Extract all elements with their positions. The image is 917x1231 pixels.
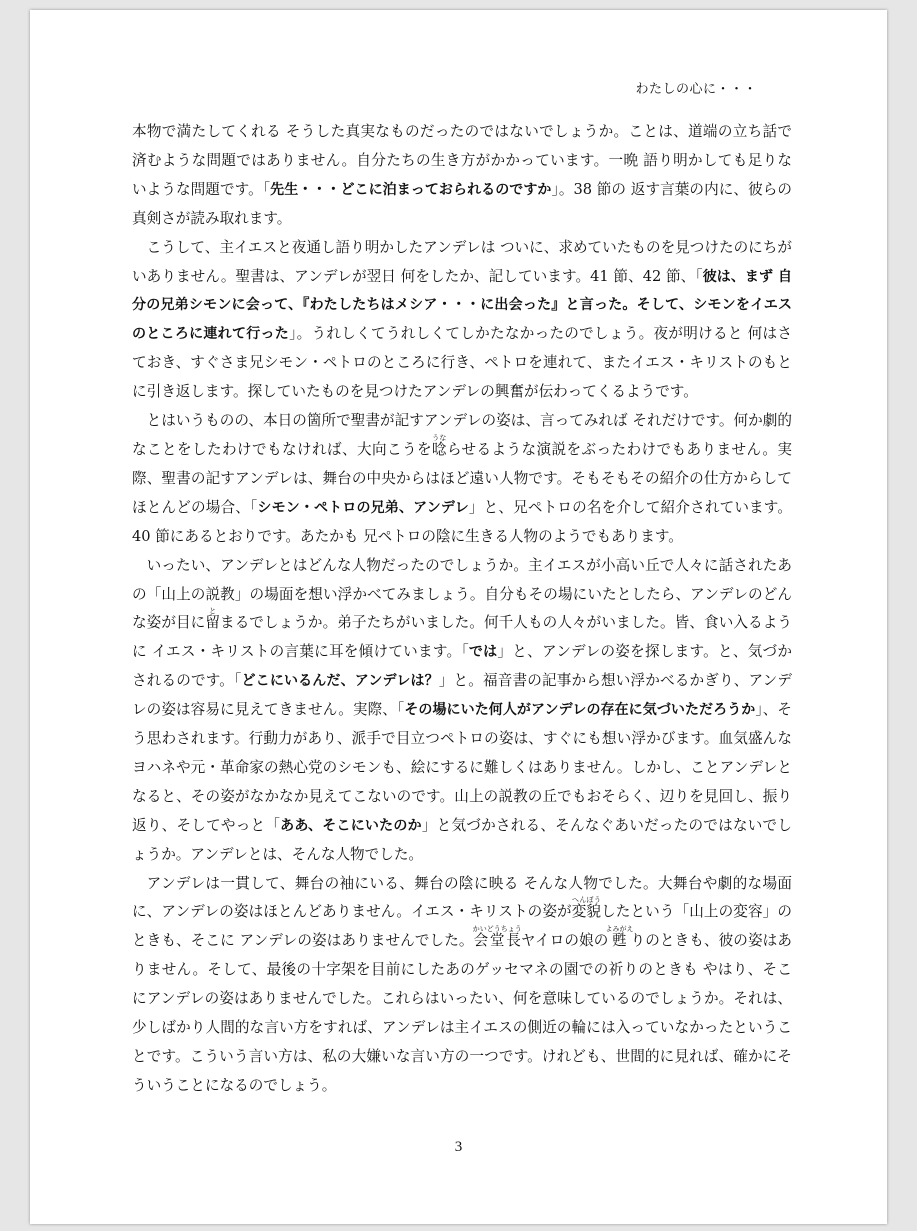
ruby-reading: よみがえ [605,925,634,934]
text-run: 」、そう思わされます。行動力があり、派手で目立つペトロの姿は、すぐにも想い浮かびます。血気盛んなヨハネや元・革命家の熱心党のシモンも、絵にするに難しくはありません。しかし、ことアンデレとなると、その姿がなかなか見えてこないのです。山上の説教の丘でもおそらく、辺りを見回し、振り返り、そしてやっと「 [132,701,793,834]
emphasized-quote: 彼は、まず 自分の兄弟シモンに会って、『わたしたちはメシア・・・に出会った』と言った。そして、シモンをイエスのところに連れて行った [132,268,792,343]
ruby-base: 変貌 [571,903,602,921]
emphasized-quote: では [468,644,498,661]
document-page [30,10,887,1224]
text-run: 」。38 節の 返す言葉の内に、彼らの真剣さが読み取れます。 [132,180,792,227]
text-run: いったい、アンデレとはどんな人物だったのでしょうか。主イエスが小高い丘で人々に話されたあの「山上の説教」の場面を想い浮かべてみましょう。自分もその場にいたとしたら、アンデレのどんな姿が目に [132,556,792,632]
body-text [132,118,792,1101]
text-run: りのときも、彼の姿はありません。そして、最後の十字架を目前にしたあのゲッセマネの園での祈りのときも やはり、そこにアンデレの姿はありませんでした。これらはいったい、何を意味しているのでしょうか。それは、少しばかり人間的な言い方をすれば、アンデレは主イエスの側近の輪には入っていなかったということです。こういう言い方は、私の大嫌いな言い方の一つです。けれども、世間的に見れば、確かにそういうことになるのでしょう。 [132,932,792,1094]
text-run: 」と気づかされる、そんなぐあいだったのではないでしょうか。アンデレとは、そんな人物でした。 [132,816,792,863]
paragraph [132,234,792,407]
paragraph [132,870,792,1101]
emphasized-quote: 先生・・・どこに泊まっておられるのですか [270,181,552,198]
emphasized-quote: どこにいるんだ、アンデレは？ [241,673,439,690]
ruby-base: 留 [205,614,221,632]
text-run: らせるような演説をぶったわけでもありません。実際、聖書の記すアンデレは、舞台の中央からはほど遠い人物です。そもそもその紹介の仕方からして ほとんどの場合、「 [132,440,792,516]
text-run: こうして、主イエスと夜通し語り明かしたアンデレは ついに、求めていたものを見つけたのにちがいありません。聖書は、アンデレが翌日 何をしたか、記しています。41 節、42 節、「 [132,238,792,285]
ruby-word [205,607,221,632]
text-run: まるでしょうか。弟子たちがいました。何千人もの人々がいました。皆、食い入るように イエス・キリストの言葉に耳を傾けています。「 [132,614,792,661]
text-run: ヤイロの娘の [520,932,609,950]
ruby-reading: うな [431,433,447,442]
text-run: 」と、兄ペトロの名を介して紹介されています。40 節にあるとおりです。あたかも 兄ペトロの陰に生きる人物のようでもあります。 [132,498,792,545]
emphasized-quote: その場にいた何人がアンデレの存在に気づいただろうか [404,702,756,719]
text-run: とはいうものの、本日の箇所で聖書が記すアンデレの姿は、言ってみれば それだけです。何か劇的なことをしたわけでもなければ、大向こうを [132,412,792,458]
emphasized-quote: ああ、そこにいたのか [280,817,422,834]
text-run: 」と、アンデレの姿を探します。と、気づかされるのです。「 [132,643,792,690]
paragraph [132,407,792,552]
ruby-word [605,925,634,950]
text-run: 」。うれしくてうれしくてしかたなかったのでしょう。夜が明けると 何はさておき、すぐさま兄シモン・ペトロのところに行き、ペトロを連れて、またイエス・キリストのもとに引き返します。探していたものを見つけたアンデレの興奮が伝わってくるようです。 [132,325,793,401]
ruby-word [472,925,522,950]
paragraph [132,552,792,870]
text-run: 」と。福音書の記事から想い浮かべるかぎり、アンデレの姿は容易に見えてきません。実際、「 [132,672,792,719]
ruby-reading: かいどうちょう [472,925,522,934]
text-run: したという「山上の変容」のときも、そこに アンデレの姿はありませんでした。 [132,903,792,950]
ruby-word [571,896,602,921]
ruby-reading: へんぼう [571,896,602,905]
ruby-base: 甦 [605,932,634,950]
emphasized-quote: シモン・ペトロの兄弟、アンデレ [257,499,469,516]
page-number: 3 [454,1139,463,1155]
paragraph [132,118,792,234]
ruby-base: 会堂長 [472,932,522,950]
ruby-base: 唸 [431,440,447,458]
text-run: アンデレは一貫して、舞台の袖にいる、舞台の陰に映る そんな人物でした。大舞台や劇的な場面に、アンデレの姿はほとんどありません。イエス・キリストの姿が [132,874,792,921]
ruby-reading: と [205,607,220,616]
text-run: 本物で満たしてくれる そうした真実なものだったのではないでしょうか。ことは、道端の立ち話で済むような問題ではありません。自分たちの生き方がかかっています。一晩 語り明かしても足りないような問題です。「 [132,123,792,198]
running-header: わたしの心に・・・ [635,82,757,97]
ruby-word [431,433,447,458]
